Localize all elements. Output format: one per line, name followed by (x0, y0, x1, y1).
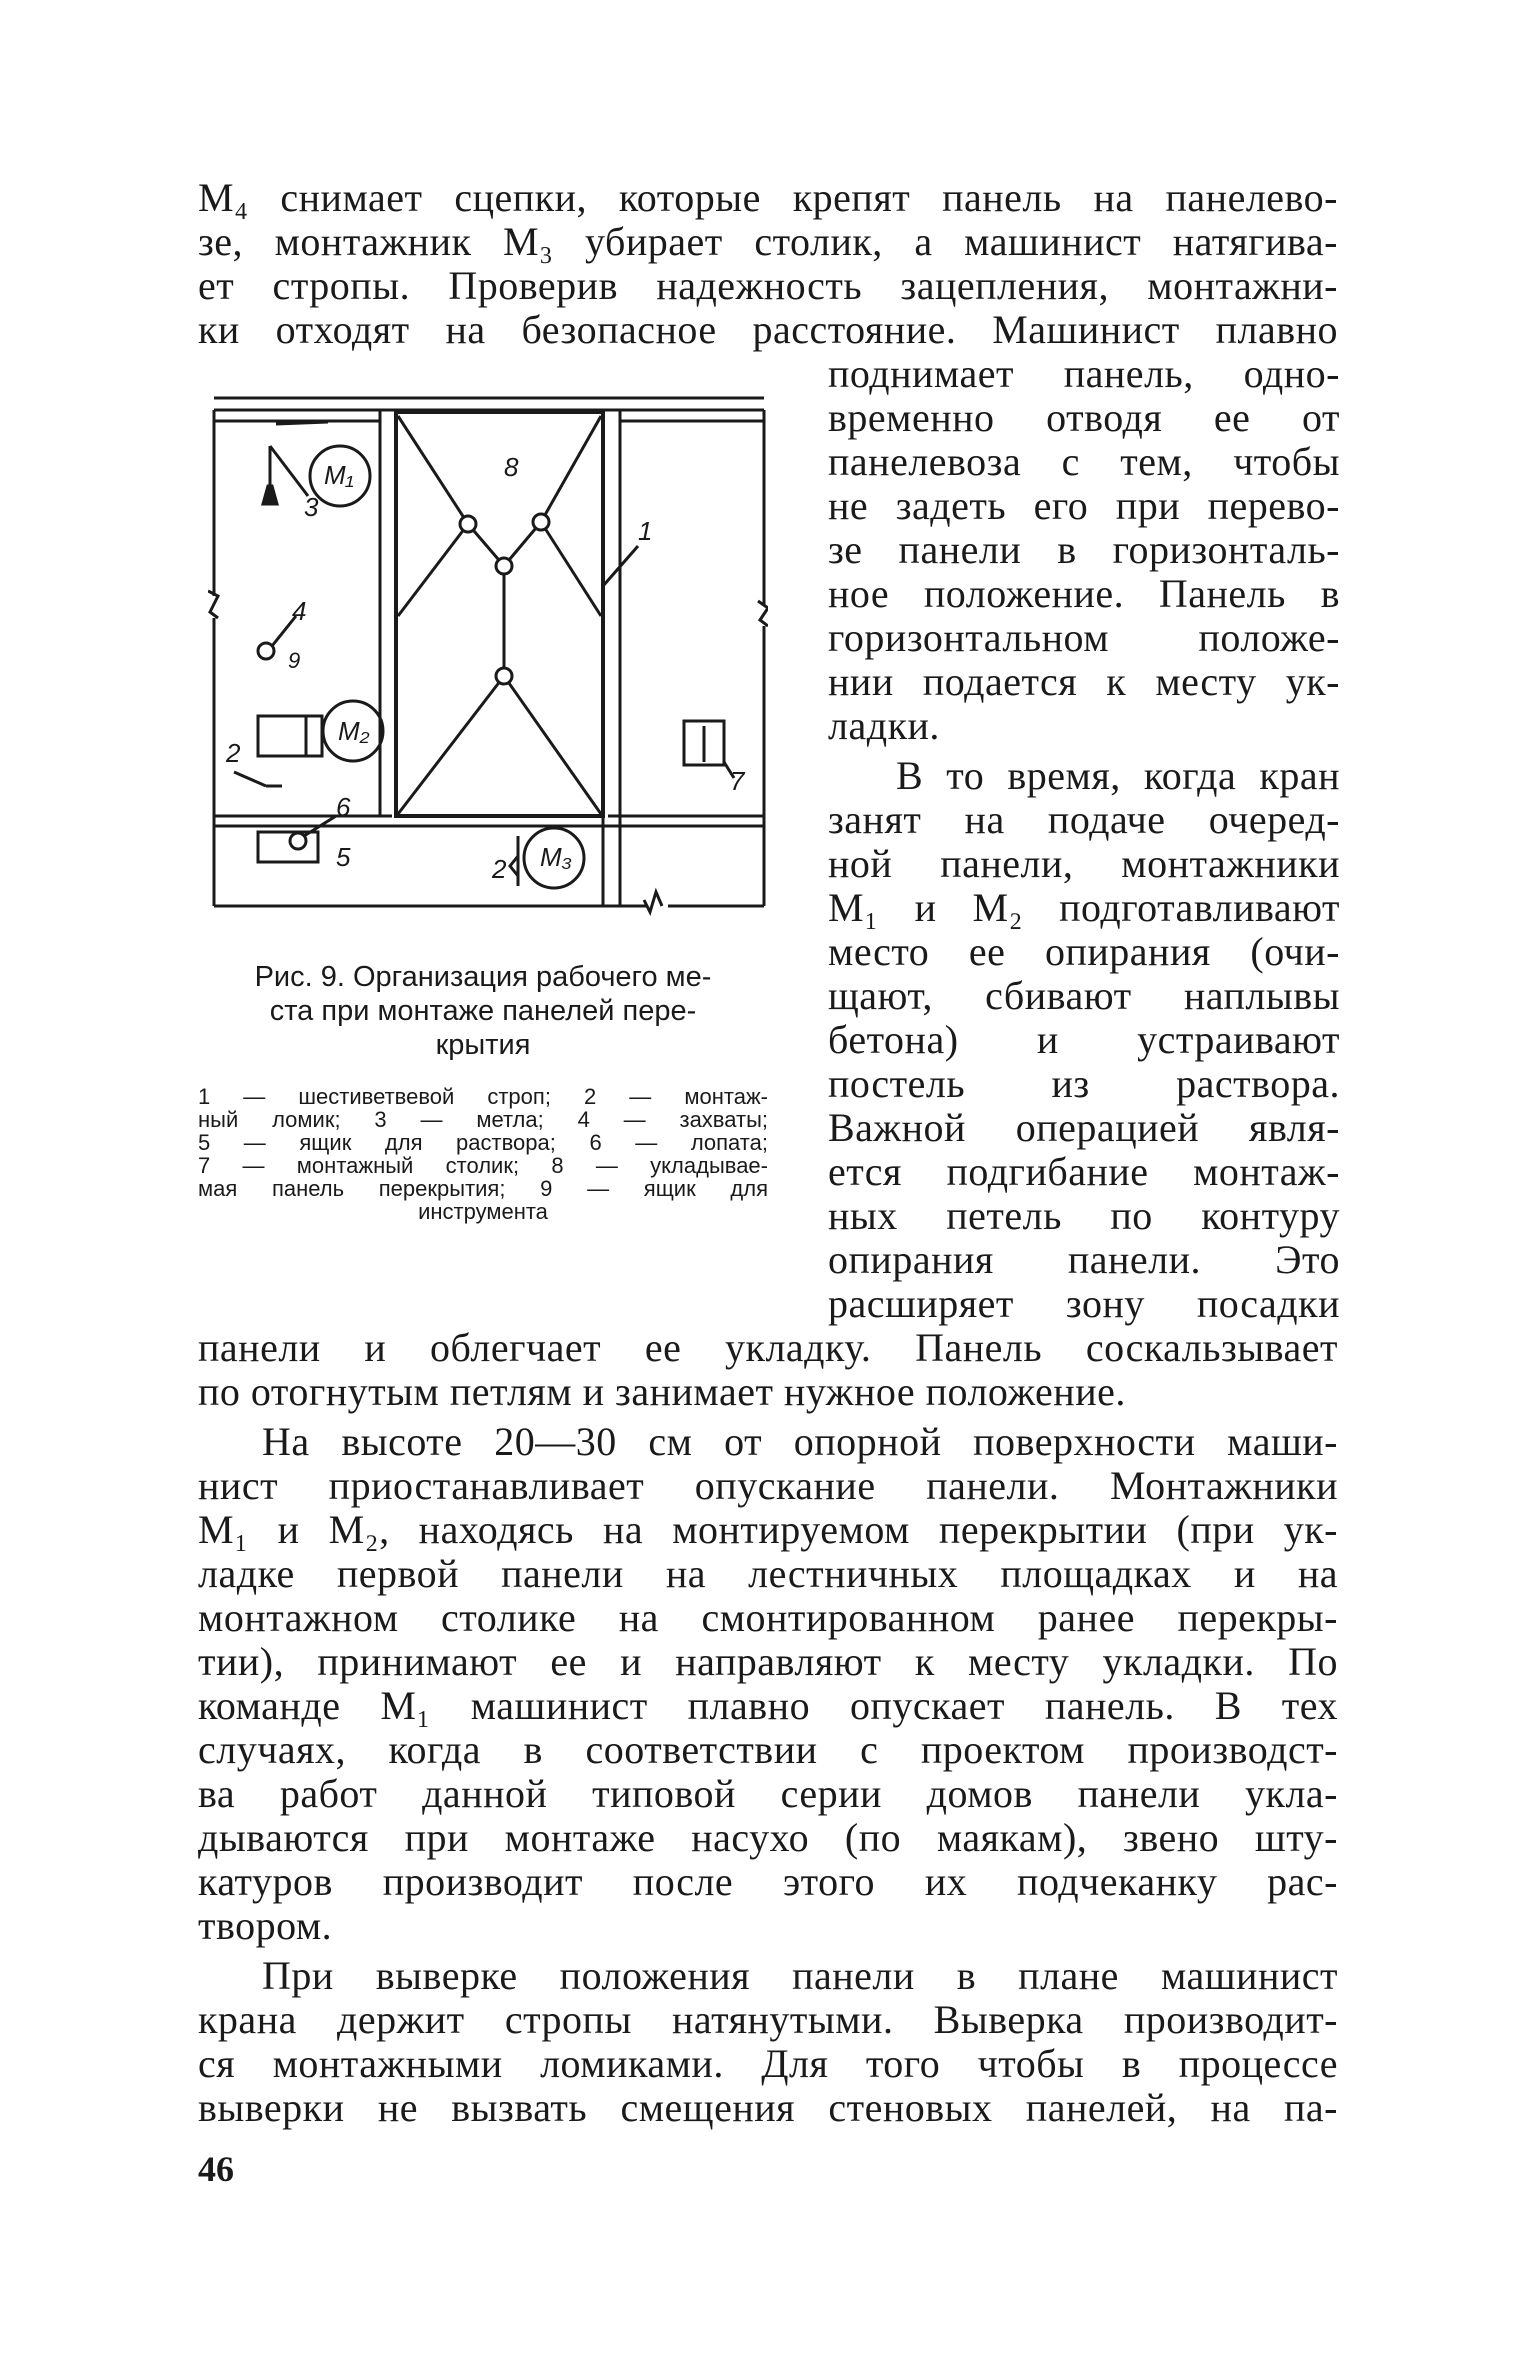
column-line: Важной операцией явля- (828, 1105, 1340, 1150)
text-line: ладке первой панели на лестничных площадках и на (198, 1551, 1338, 1596)
label-1: 1 (638, 516, 653, 546)
label-m1: М₁ (324, 460, 354, 490)
text-line: по отогнутым петлям и занимает нужное положение. (198, 1369, 1126, 1414)
column-line: М₁ и М₂ подготавливают (828, 885, 1340, 930)
legend-line: мая панель перекрытия; 9 — ящик для (198, 1176, 768, 1201)
column-line: поднимает панель, одно- (828, 351, 1340, 396)
text-line: панели и облегчает ее укладку. Панель соскальзывает (198, 1325, 1338, 1370)
column-line: расширяет зону посадки (828, 1281, 1340, 1326)
figure-9-diagram (208, 386, 768, 916)
label-m2: М₂ (338, 716, 370, 746)
column-line: зе панели в горизонталь- (828, 527, 1340, 572)
label-4: 4 (292, 596, 307, 626)
text-line: команде М₁ машинист плавно опускает панель. В тех (198, 1683, 1338, 1728)
column-line: ется подгибание монтаж- (828, 1149, 1340, 1194)
text-line: выверки не вызвать смещения стеновых панелей, на па- (198, 2085, 1338, 2130)
column-line: щают, сбивают наплывы (828, 973, 1340, 1018)
legend-line: 5 — ящик для раствора; 6 — лопата; (198, 1130, 768, 1155)
column-line: ладки. (828, 703, 940, 748)
column-line: ной панели, монтажники (828, 841, 1340, 886)
caption-line: Рис. 9. Организация рабочего ме- (254, 961, 712, 993)
column-line: место ее опирания (очи- (828, 929, 1340, 974)
column-line: опирания панели. Это (828, 1237, 1340, 1282)
text-line: М₄ снимает сцепки, которые крепят панель на панелево- (198, 175, 1338, 220)
column-line: нии подается к месту ук- (828, 659, 1340, 704)
label-3: 3 (304, 492, 319, 522)
text-line: ет стропы. Проверив надежность зацепления, монтажни- (198, 263, 1338, 308)
text-line: ся монтажными ломиками. Для того чтобы в процессе (198, 2041, 1338, 2086)
text-line: На высоте 20—30 см от опорной поверхности маши- (262, 1419, 1338, 1464)
column-line: В то время, когда кран (896, 753, 1340, 798)
text-line: крана держит стропы натянутыми. Выверка производит- (198, 1997, 1338, 2042)
label-2a: 2 (226, 738, 241, 768)
text-line: случаях, когда в соответствии с проектом производст- (198, 1727, 1338, 1772)
column-line: постель из раствора. (828, 1061, 1340, 1106)
text-line: М₁ и М₂, находясь на монтируемом перекрытии (при ук- (198, 1507, 1338, 1552)
label-7: 7 (730, 766, 745, 796)
text-line: ва работ данной типовой серии домов панели укла- (198, 1771, 1338, 1816)
column-line: ных петель по контуру (828, 1193, 1340, 1238)
column-line: горизонтальном положе- (828, 615, 1340, 660)
legend-line: 1 — шестиветвевой строп; 2 — монтаж- (198, 1084, 768, 1109)
label-m3: М₃ (540, 842, 572, 872)
text-line: тии), принимают ее и направляют к месту укладки. По (198, 1639, 1338, 1684)
column-line: временно отводя ее от (828, 395, 1340, 440)
column-line: ное положение. Панель в (828, 571, 1340, 616)
column-line: не задеть его при перево- (828, 483, 1340, 528)
text-line: При выверке положения панели в плане машинист (262, 1953, 1338, 1998)
figure-caption (198, 960, 768, 1062)
label-9: 9 (288, 648, 301, 673)
label-5: 5 (336, 842, 351, 872)
text-line: нист приостанавливает опускание панели. Монтажники (198, 1463, 1338, 1508)
label-6: 6 (336, 792, 351, 822)
legend-line: ный ломик; 3 — метла; 4 — захваты; (198, 1107, 768, 1132)
page-number: 46 (198, 2149, 234, 2189)
text-line: дываются при монтаже насухо (по маякам), звено шту- (198, 1815, 1338, 1860)
label-2b: 2 (492, 854, 507, 884)
caption-line: ста при монтаже панелей пере- (269, 995, 697, 1027)
text-line: ки отходят на безопасное расстояние. Машинист плавно (198, 307, 1338, 352)
caption-line: крытия (435, 1029, 531, 1061)
column-line: бетона) и устраивают (828, 1017, 1340, 1062)
text-line: катуров производит после этого их подчеканку рас- (198, 1859, 1338, 1904)
legend-line: 7 — монтажный столик; 8 — укладывае- (198, 1153, 768, 1178)
text-line: монтажном столике на смонтированном ранее перекры- (198, 1595, 1338, 1640)
legend-line: инструмента (418, 1199, 548, 1224)
label-8: 8 (504, 452, 519, 482)
figure-legend (198, 1085, 768, 1223)
column-line: панелевоза с тем, чтобы (828, 439, 1340, 484)
column-line: занят на подаче очеред- (828, 797, 1340, 842)
text-line: зе, монтажник М₃ убирает столик, а машинист натягива- (198, 219, 1338, 264)
text-line: твором. (198, 1903, 333, 1948)
